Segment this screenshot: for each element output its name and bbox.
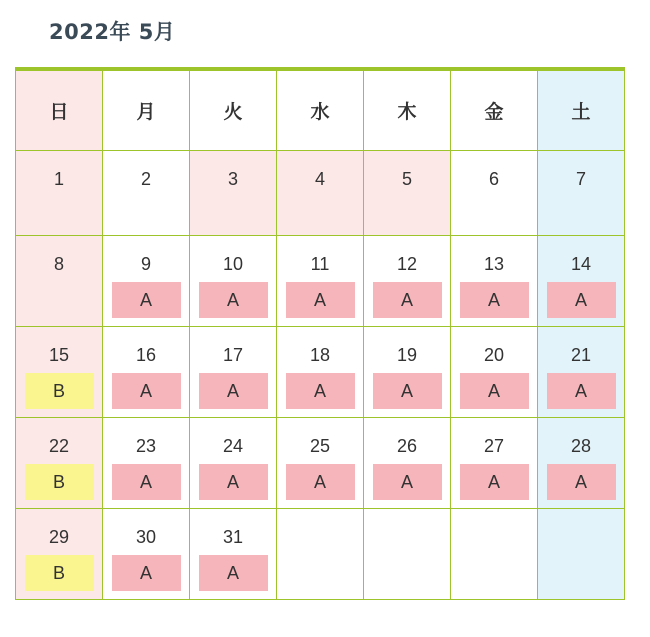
- day-number: 24: [222, 436, 244, 456]
- status-badge: A: [373, 373, 442, 409]
- day-number: 30: [135, 527, 157, 547]
- empty-day-cell: [364, 509, 451, 600]
- day-cell[interactable]: [538, 418, 625, 509]
- day-number: 5: [401, 169, 412, 189]
- day-number: 1: [53, 169, 64, 189]
- day-cell[interactable]: [364, 418, 451, 509]
- day-number: 8: [53, 254, 64, 274]
- day-number: 15: [48, 345, 70, 365]
- day-cell[interactable]: [190, 236, 277, 327]
- day-number: 2: [140, 169, 151, 189]
- calendar-title: 2022年 5月: [49, 20, 176, 44]
- status-badge: A: [112, 373, 181, 409]
- week-row-5: [16, 509, 625, 600]
- status-badge: A: [547, 282, 616, 318]
- status-badge: A: [112, 282, 181, 318]
- day-number: 14: [570, 254, 592, 274]
- day-number: 20: [483, 345, 505, 365]
- status-badge: A: [199, 555, 268, 591]
- weekday-wed: 水: [277, 69, 364, 151]
- weekday-tue: 火: [190, 69, 277, 151]
- day-number: 3: [227, 169, 238, 189]
- status-badge: B: [25, 464, 94, 500]
- weekday-thu: 木: [364, 69, 451, 151]
- day-cell[interactable]: [16, 151, 103, 236]
- day-cell[interactable]: [364, 327, 451, 418]
- day-cell[interactable]: [277, 236, 364, 327]
- status-badge: A: [547, 373, 616, 409]
- day-number: 6: [488, 169, 499, 189]
- day-cell[interactable]: [190, 509, 277, 600]
- day-cell[interactable]: [103, 509, 190, 600]
- day-cell[interactable]: [538, 236, 625, 327]
- day-number: 26: [396, 436, 418, 456]
- status-badge: A: [547, 464, 616, 500]
- empty-day-cell: [277, 509, 364, 600]
- day-cell[interactable]: [103, 236, 190, 327]
- empty-day-cell: [451, 509, 538, 600]
- day-cell[interactable]: [16, 418, 103, 509]
- week-row-1: [16, 151, 625, 236]
- day-cell[interactable]: [451, 236, 538, 327]
- day-number: 16: [135, 345, 157, 365]
- calendar-grid: [15, 67, 625, 600]
- weekday-header-row: [16, 69, 625, 151]
- status-badge: A: [199, 282, 268, 318]
- status-badge: A: [112, 555, 181, 591]
- day-number: 22: [48, 436, 70, 456]
- day-cell-holiday[interactable]: [190, 151, 277, 236]
- status-badge: A: [199, 373, 268, 409]
- day-number: 4: [314, 169, 325, 189]
- day-cell[interactable]: [538, 327, 625, 418]
- day-cell-holiday[interactable]: [277, 151, 364, 236]
- day-cell[interactable]: [451, 418, 538, 509]
- status-badge: B: [25, 555, 94, 591]
- status-badge: A: [373, 282, 442, 318]
- week-row-4: [16, 418, 625, 509]
- day-number: 29: [48, 527, 70, 547]
- day-number: 23: [135, 436, 157, 456]
- day-number: 21: [570, 345, 592, 365]
- day-cell[interactable]: [103, 327, 190, 418]
- week-row-3: [16, 327, 625, 418]
- status-badge: A: [199, 464, 268, 500]
- day-cell[interactable]: [190, 327, 277, 418]
- day-cell[interactable]: [103, 418, 190, 509]
- day-number: 13: [483, 254, 505, 274]
- status-badge: A: [460, 464, 529, 500]
- day-cell[interactable]: [451, 151, 538, 236]
- weekday-sat: 土: [538, 69, 625, 151]
- day-number: 19: [396, 345, 418, 365]
- day-cell[interactable]: [538, 151, 625, 236]
- weekday-fri: 金: [451, 69, 538, 151]
- weekday-sun: 日: [16, 69, 103, 151]
- day-number: 10: [222, 254, 244, 274]
- day-cell[interactable]: [16, 236, 103, 327]
- day-cell[interactable]: [451, 327, 538, 418]
- day-cell[interactable]: [364, 236, 451, 327]
- status-badge: A: [286, 282, 355, 318]
- day-number: 31: [222, 527, 244, 547]
- day-number: 27: [483, 436, 505, 456]
- day-number: 11: [310, 254, 330, 274]
- status-badge: A: [460, 373, 529, 409]
- week-row-2: [16, 236, 625, 327]
- day-number: 28: [570, 436, 592, 456]
- status-badge: A: [373, 464, 442, 500]
- status-badge: A: [112, 464, 181, 500]
- day-number: 12: [396, 254, 418, 274]
- day-number: 18: [309, 345, 331, 365]
- day-number: 25: [309, 436, 331, 456]
- empty-day-cell: [538, 509, 625, 600]
- day-number: 7: [575, 169, 586, 189]
- status-badge: A: [286, 464, 355, 500]
- status-badge: A: [460, 282, 529, 318]
- day-cell[interactable]: [277, 327, 364, 418]
- day-cell[interactable]: [103, 151, 190, 236]
- day-cell[interactable]: [277, 418, 364, 509]
- weekday-mon: 月: [103, 69, 190, 151]
- status-badge: A: [286, 373, 355, 409]
- day-cell[interactable]: [16, 327, 103, 418]
- day-number: 17: [222, 345, 244, 365]
- day-cell-holiday[interactable]: [364, 151, 451, 236]
- day-cell[interactable]: [190, 418, 277, 509]
- day-cell[interactable]: [16, 509, 103, 600]
- status-badge: B: [25, 373, 94, 409]
- day-number: 9: [140, 254, 151, 274]
